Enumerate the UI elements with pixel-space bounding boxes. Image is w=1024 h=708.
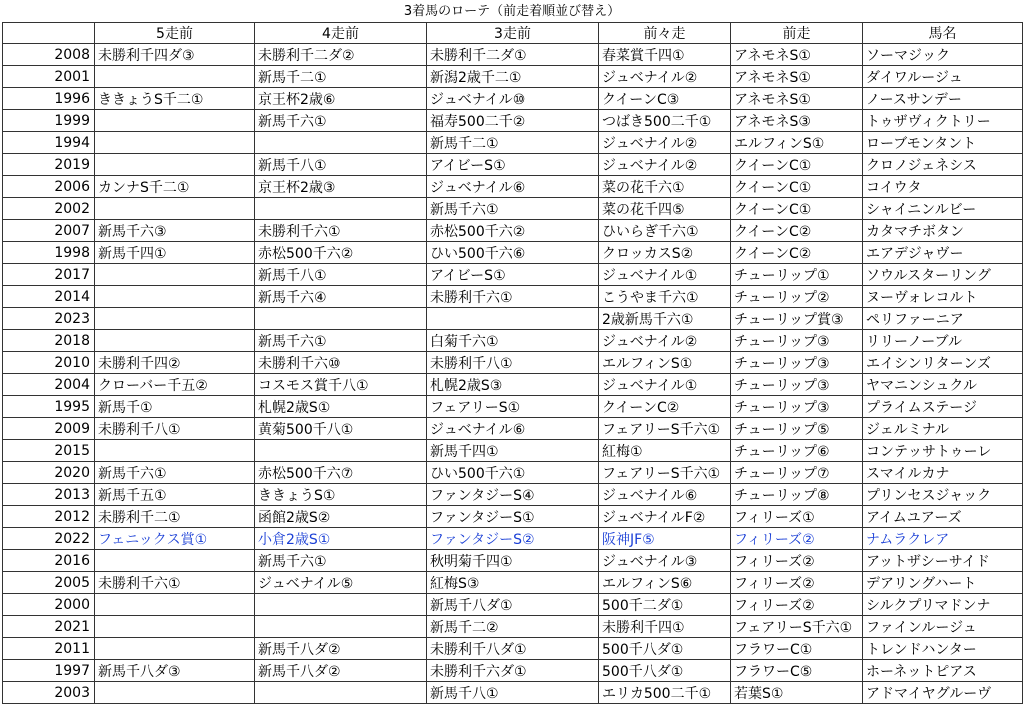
table-row: [3, 418, 1023, 440]
prior-4-cell: 函館2歳S②: [255, 506, 427, 528]
prior-5-cell: 未勝利千四②: [95, 352, 255, 374]
prior-5-cell: フェニックス賞①: [95, 528, 255, 550]
prior-4-cell: 新馬千六①: [255, 330, 427, 352]
horse-name-cell: デアリングハート: [863, 572, 1023, 594]
header-2nd-prior: 前々走: [599, 23, 731, 44]
prior-5-cell: [95, 638, 255, 660]
prior-3-cell: 新馬千六①: [427, 198, 599, 220]
year-cell: 2002: [3, 198, 95, 220]
prior-3-cell: 未勝利千二ダ①: [427, 44, 599, 66]
horse-name-cell: ホーネットピアス: [863, 660, 1023, 682]
last-race-cell: アネモネS③: [731, 110, 863, 132]
year-cell: 2001: [3, 66, 95, 88]
horse-name-cell: トレンドハンター: [863, 638, 1023, 660]
table-row: [3, 616, 1023, 638]
horse-name-cell: カタマチボタン: [863, 220, 1023, 242]
horse-name-cell: プリンセスジャック: [863, 484, 1023, 506]
prior-5-cell: [95, 198, 255, 220]
horse-name-cell: ノースサンデー: [863, 88, 1023, 110]
horse-name-cell: ペリファーニア: [863, 308, 1023, 330]
horse-name-cell: ジェルミナル: [863, 418, 1023, 440]
prior-2-cell: こうやま千六①: [599, 286, 731, 308]
prior-5-cell: 未勝利千四ダ③: [95, 44, 255, 66]
year-cell: 1997: [3, 660, 95, 682]
prior-2-cell: 菜の花千四⑤: [599, 198, 731, 220]
horse-name-cell: ローブモンタント: [863, 132, 1023, 154]
last-race-cell: クイーンC①: [731, 176, 863, 198]
prior-2-cell: 阪神JF⑤: [599, 528, 731, 550]
last-race-cell: フラワーC⑤: [731, 660, 863, 682]
prior-5-cell: [95, 440, 255, 462]
horse-name-cell: コンテッサトゥーレ: [863, 440, 1023, 462]
prior-2-cell: 2歳新馬千六①: [599, 308, 731, 330]
last-race-cell: チューリップ⑤: [731, 418, 863, 440]
prior-5-cell: 未勝利千六①: [95, 572, 255, 594]
prior-2-cell: ひいらぎ千六①: [599, 220, 731, 242]
horse-name-cell: ヌーヴォレコルト: [863, 286, 1023, 308]
prior-5-cell: [95, 132, 255, 154]
last-race-cell: フィリーズ②: [731, 594, 863, 616]
table-row: [3, 396, 1023, 418]
table-row: [3, 484, 1023, 506]
prior-2-cell: 紅梅①: [599, 440, 731, 462]
prior-5-cell: [95, 154, 255, 176]
prior-4-cell: [255, 198, 427, 220]
last-race-cell: チューリップ③: [731, 374, 863, 396]
horse-name-cell: トゥザヴィクトリー: [863, 110, 1023, 132]
prior-5-cell: クローバー千五②: [95, 374, 255, 396]
prior-4-cell: 新馬千二①: [255, 66, 427, 88]
last-race-cell: チューリップ賞③: [731, 308, 863, 330]
year-cell: 2023: [3, 308, 95, 330]
prior-3-cell: 紅梅S③: [427, 572, 599, 594]
year-cell: 2010: [3, 352, 95, 374]
prior-4-cell: 新馬千八ダ②: [255, 638, 427, 660]
prior-2-cell: 500千二ダ①: [599, 594, 731, 616]
prior-5-cell: ききょうS千二①: [95, 88, 255, 110]
prior-3-cell: ジュベナイル⑩: [427, 88, 599, 110]
prior-2-cell: エルフィンS⑥: [599, 572, 731, 594]
last-race-cell: フィリーズ②: [731, 572, 863, 594]
last-race-cell: クイーンC②: [731, 242, 863, 264]
prior-4-cell: [255, 440, 427, 462]
prior-5-cell: 未勝利千八①: [95, 418, 255, 440]
table-row: [3, 352, 1023, 374]
prior-5-cell: 新馬千八ダ③: [95, 660, 255, 682]
table-row: [3, 242, 1023, 264]
prior-2-cell: エリカ500二千①: [599, 682, 731, 704]
last-race-cell: アネモネS①: [731, 44, 863, 66]
last-race-cell: チューリップ③: [731, 396, 863, 418]
table-row: [3, 594, 1023, 616]
year-cell: 2003: [3, 682, 95, 704]
prior-3-cell: ひい500千六⑥: [427, 242, 599, 264]
table-row: [3, 308, 1023, 330]
last-race-cell: チューリップ⑧: [731, 484, 863, 506]
prior-4-cell: 新馬千六①: [255, 550, 427, 572]
prior-4-cell: [255, 132, 427, 154]
year-cell: 2018: [3, 330, 95, 352]
prior-5-cell: [95, 616, 255, 638]
prior-5-cell: [95, 682, 255, 704]
prior-4-cell: 赤松500千六②: [255, 242, 427, 264]
table-row: [3, 638, 1023, 660]
horse-name-cell: ヤマニンシュクル: [863, 374, 1023, 396]
prior-2-cell: 菜の花千六①: [599, 176, 731, 198]
table-row: [3, 440, 1023, 462]
last-race-cell: チューリップ⑦: [731, 462, 863, 484]
year-cell: 2006: [3, 176, 95, 198]
prior-3-cell: 新馬千八①: [427, 682, 599, 704]
prior-5-cell: 未勝利千二①: [95, 506, 255, 528]
year-cell: 2007: [3, 220, 95, 242]
prior-4-cell: [255, 682, 427, 704]
last-race-cell: チューリップ③: [731, 352, 863, 374]
prior-3-cell: 新馬千四①: [427, 440, 599, 462]
horse-name-cell: プライムステージ: [863, 396, 1023, 418]
prior-4-cell: 京王杯2歳③: [255, 176, 427, 198]
prior-3-cell: ジュベナイル⑥: [427, 176, 599, 198]
prior-2-cell: クロッカスS②: [599, 242, 731, 264]
prior-5-cell: [95, 286, 255, 308]
prior-3-cell: アイビーS①: [427, 264, 599, 286]
prior-4-cell: 未勝利千六⑩: [255, 352, 427, 374]
prior-4-cell: 新馬千六①: [255, 110, 427, 132]
prior-3-cell: 新馬千二①: [427, 132, 599, 154]
last-race-cell: フラワーC①: [731, 638, 863, 660]
horse-name-cell: ソーマジック: [863, 44, 1023, 66]
table-row: [3, 198, 1023, 220]
prior-4-cell: [255, 594, 427, 616]
header-horse-name: 馬名: [863, 23, 1023, 44]
table-row: [3, 462, 1023, 484]
prior-5-cell: 新馬千①: [95, 396, 255, 418]
prior-4-cell: 小倉2歳S①: [255, 528, 427, 550]
table-row: [3, 220, 1023, 242]
horse-name-cell: アットザシーサイド: [863, 550, 1023, 572]
prior-4-cell: 札幌2歳S①: [255, 396, 427, 418]
year-cell: 1999: [3, 110, 95, 132]
prior-3-cell: 新馬千二②: [427, 616, 599, 638]
prior-5-cell: [95, 550, 255, 572]
header-row: [3, 23, 1023, 44]
prior-3-cell: 札幌2歳S③: [427, 374, 599, 396]
year-cell: 2012: [3, 506, 95, 528]
prior-4-cell: 黄菊500千八①: [255, 418, 427, 440]
prior-3-cell: 福寿500二千②: [427, 110, 599, 132]
table-row: [3, 44, 1023, 66]
table-row: [3, 132, 1023, 154]
table-title: 3着馬のローテ（前走着順並び替え）: [403, 4, 621, 19]
prior-2-cell: ジュベナイル②: [599, 154, 731, 176]
prior-2-cell: クイーンC③: [599, 88, 731, 110]
table-row: [3, 286, 1023, 308]
last-race-cell: アネモネS①: [731, 66, 863, 88]
horse-name-cell: クロノジェネシス: [863, 154, 1023, 176]
prior-2-cell: ジュベナイルF②: [599, 506, 731, 528]
prior-3-cell: ファンタジーS④: [427, 484, 599, 506]
year-cell: 2000: [3, 594, 95, 616]
table-row: [3, 682, 1023, 704]
prior-2-cell: ジュベナイル⑥: [599, 484, 731, 506]
year-cell: 2022: [3, 528, 95, 550]
table-row: [3, 550, 1023, 572]
prior-4-cell: 未勝利千二ダ②: [255, 44, 427, 66]
horse-name-cell: ソウルスターリング: [863, 264, 1023, 286]
prior-2-cell: 500千八ダ①: [599, 660, 731, 682]
prior-3-cell: ひい500千六①: [427, 462, 599, 484]
horse-name-cell: リリーノーブル: [863, 330, 1023, 352]
header-4th-prior: 4走前: [255, 23, 427, 44]
year-cell: 2020: [3, 462, 95, 484]
year-cell: 2005: [3, 572, 95, 594]
prior-4-cell: [255, 308, 427, 330]
year-cell: 2004: [3, 374, 95, 396]
year-cell: 2011: [3, 638, 95, 660]
prior-5-cell: [95, 594, 255, 616]
rotation-table: [2, 22, 1023, 704]
prior-4-cell: 京王杯2歳⑥: [255, 88, 427, 110]
last-race-cell: フィリーズ①: [731, 506, 863, 528]
year-cell: 1996: [3, 88, 95, 110]
prior-3-cell: ファンタジーS①: [427, 506, 599, 528]
header-year: [3, 23, 95, 44]
table-row: [3, 110, 1023, 132]
year-cell: 2013: [3, 484, 95, 506]
prior-3-cell: ファンタジーS②: [427, 528, 599, 550]
last-race-cell: 若葉S①: [731, 682, 863, 704]
prior-4-cell: ジュベナイル⑤: [255, 572, 427, 594]
header-last-race: 前走: [731, 23, 863, 44]
table-row: [3, 176, 1023, 198]
last-race-cell: フェアリーS千六①: [731, 616, 863, 638]
prior-3-cell: ジュベナイル⑥: [427, 418, 599, 440]
year-cell: 2008: [3, 44, 95, 66]
year-cell: 2021: [3, 616, 95, 638]
prior-2-cell: ジュベナイル①: [599, 264, 731, 286]
horse-name-cell: ダイワルージュ: [863, 66, 1023, 88]
horse-name-cell: エイシンリターンズ: [863, 352, 1023, 374]
last-race-cell: チューリップ②: [731, 286, 863, 308]
prior-5-cell: [95, 330, 255, 352]
prior-3-cell: アイビーS①: [427, 154, 599, 176]
prior-2-cell: フェアリーS千六①: [599, 462, 731, 484]
prior-4-cell: コスモス賞千八①: [255, 374, 427, 396]
horse-name-cell: アドマイヤグルーヴ: [863, 682, 1023, 704]
table-row: [3, 572, 1023, 594]
prior-3-cell: 未勝利千六ダ①: [427, 660, 599, 682]
year-cell: 2009: [3, 418, 95, 440]
prior-4-cell: 新馬千八ダ②: [255, 660, 427, 682]
year-cell: 2014: [3, 286, 95, 308]
last-race-cell: クイーンC①: [731, 154, 863, 176]
table-row: [3, 330, 1023, 352]
prior-5-cell: 新馬千四①: [95, 242, 255, 264]
table-row: [3, 264, 1023, 286]
prior-5-cell: 新馬千六①: [95, 462, 255, 484]
prior-5-cell: [95, 66, 255, 88]
header-5th-prior: 5走前: [95, 23, 255, 44]
prior-2-cell: 春菜賞千四①: [599, 44, 731, 66]
horse-name-cell: コイウタ: [863, 176, 1023, 198]
last-race-cell: クイーンC①: [731, 198, 863, 220]
prior-3-cell: 新馬千八ダ①: [427, 594, 599, 616]
table-row: [3, 88, 1023, 110]
last-race-cell: チューリップ⑥: [731, 440, 863, 462]
year-cell: 1995: [3, 396, 95, 418]
last-race-cell: フィリーズ②: [731, 550, 863, 572]
horse-name-cell: シャイニンルビー: [863, 198, 1023, 220]
last-race-cell: チューリップ③: [731, 330, 863, 352]
prior-2-cell: ジュベナイル②: [599, 132, 731, 154]
prior-3-cell: 未勝利千八ダ①: [427, 638, 599, 660]
table-row: [3, 660, 1023, 682]
prior-2-cell: 500千八ダ①: [599, 638, 731, 660]
year-cell: 2019: [3, 154, 95, 176]
horse-name-cell: ナムラクレア: [863, 528, 1023, 550]
prior-3-cell: 秋明菊千四①: [427, 550, 599, 572]
last-race-cell: クイーンC②: [731, 220, 863, 242]
last-race-cell: フィリーズ②: [731, 528, 863, 550]
prior-2-cell: つばき500二千①: [599, 110, 731, 132]
horse-name-cell: エアデジャヴー: [863, 242, 1023, 264]
prior-5-cell: [95, 110, 255, 132]
year-cell: 1998: [3, 242, 95, 264]
prior-5-cell: [95, 308, 255, 330]
prior-3-cell: [427, 308, 599, 330]
prior-3-cell: 新潟2歳千二①: [427, 66, 599, 88]
prior-3-cell: 未勝利千八①: [427, 352, 599, 374]
last-race-cell: アネモネS①: [731, 88, 863, 110]
table-row: [3, 506, 1023, 528]
prior-2-cell: ジュベナイル②: [599, 330, 731, 352]
prior-3-cell: 未勝利千六①: [427, 286, 599, 308]
table-row: [3, 374, 1023, 396]
horse-name-cell: スマイルカナ: [863, 462, 1023, 484]
prior-4-cell: [255, 616, 427, 638]
prior-4-cell: 赤松500千六⑦: [255, 462, 427, 484]
prior-3-cell: フェアリーS①: [427, 396, 599, 418]
prior-5-cell: 新馬千五①: [95, 484, 255, 506]
year-cell: 1994: [3, 132, 95, 154]
prior-2-cell: ジュベナイル③: [599, 550, 731, 572]
prior-5-cell: カンナS千二①: [95, 176, 255, 198]
horse-name-cell: アイムユアーズ: [863, 506, 1023, 528]
table-row: [3, 154, 1023, 176]
prior-4-cell: ききょうS①: [255, 484, 427, 506]
prior-5-cell: 新馬千六③: [95, 220, 255, 242]
header-3rd-prior: 3走前: [427, 23, 599, 44]
prior-2-cell: ジュベナイル②: [599, 66, 731, 88]
prior-4-cell: 未勝利千六①: [255, 220, 427, 242]
table-row: [3, 66, 1023, 88]
prior-5-cell: [95, 264, 255, 286]
prior-2-cell: クイーンC②: [599, 396, 731, 418]
prior-4-cell: 新馬千六④: [255, 286, 427, 308]
prior-2-cell: フェアリーS千六①: [599, 418, 731, 440]
prior-2-cell: 未勝利千四①: [599, 616, 731, 638]
spreadsheet: [2, 2, 1022, 704]
prior-4-cell: 新馬千八①: [255, 154, 427, 176]
table-row: [3, 528, 1023, 550]
prior-3-cell: 赤松500千六②: [427, 220, 599, 242]
prior-2-cell: エルフィンS①: [599, 352, 731, 374]
last-race-cell: チューリップ①: [731, 264, 863, 286]
prior-3-cell: 白菊千六①: [427, 330, 599, 352]
year-cell: 2015: [3, 440, 95, 462]
year-cell: 2017: [3, 264, 95, 286]
horse-name-cell: ファインルージュ: [863, 616, 1023, 638]
prior-2-cell: ジュベナイル①: [599, 374, 731, 396]
year-cell: 2016: [3, 550, 95, 572]
last-race-cell: エルフィンS①: [731, 132, 863, 154]
horse-name-cell: シルクプリマドンナ: [863, 594, 1023, 616]
prior-4-cell: 新馬千八①: [255, 264, 427, 286]
